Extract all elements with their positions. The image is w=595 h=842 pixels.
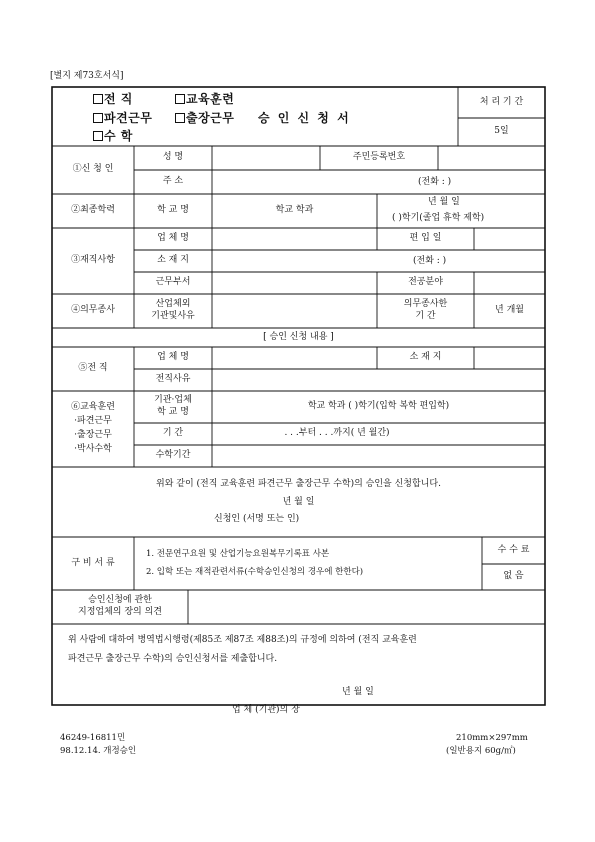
application-date: 년 월 일 [282,497,315,508]
form-number: [별지 제73호서식] [50,71,124,81]
education-section-label: ②최종학력 [71,205,115,216]
option-education[interactable]: 교육훈련 [175,93,234,105]
fee-value: 없 음 [503,571,524,582]
footer-approval: 98.12.14. 개정승인 [60,746,137,756]
company-phone: (전화 : ) [413,256,447,266]
school-value[interactable]: 학교 학과 [275,205,314,216]
employment-section-label: ③재직사항 [71,255,115,266]
checkbox-icon [175,94,185,104]
transfer-location-field[interactable] [475,348,544,368]
school-label: 학 교 명 [157,205,189,216]
enrollment-date-field[interactable] [475,229,544,249]
education-semester: ( )학기(졸업 휴학 제학) [392,213,485,223]
resident-id-field[interactable] [439,147,544,169]
form-title: 승 인 신 청 서 [258,111,351,125]
name-field[interactable] [213,147,319,169]
study-period-field[interactable] [213,446,544,466]
training-org-value[interactable]: 학교 학과 ( )학기(입학 복학 편입학) [307,401,450,412]
application-statement: 위와 같이 (전직 교육훈련 파견근무 출장근무 수학)의 승인을 신청합니다. [156,479,441,490]
document-item-1: 1. 전문연구요원 및 산업기능요원복무기록표 사본 [146,549,330,559]
documents-label: 구 비 서 류 [71,557,115,568]
company-location-field[interactable] [213,251,413,271]
major-field-label: 전공분야 [408,277,443,288]
opinion-label: 승인신청에 관한 지정업체의 장의 의견 [78,595,162,617]
outside-org-label: 산업체외 기관및사유 [151,299,195,321]
transfer-company-label: 업 체 명 [157,352,189,363]
fee-label: 수 수 료 [497,544,530,555]
checkbox-icon [93,131,103,141]
transfer-company-field[interactable] [213,348,376,368]
processing-period-label: 처 리 기 간 [479,96,524,107]
enrollment-date-label: 편 입 일 [409,233,442,244]
major-field-input[interactable] [475,273,544,293]
option-jeonjik[interactable]: 전 직 [93,93,133,105]
organization-head-signature[interactable]: 업 체 (기관)의 장 [232,705,300,715]
submission-line-2: 파견근무 출장근무 수학)의 승인신청서를 제출합니다. [68,654,278,664]
checkbox-icon [93,94,103,104]
submission-date: 년 월 일 [342,687,374,697]
applicant-signature[interactable]: 신청인 (서명 또는 인) [214,514,300,524]
name-label: 성 명 [162,152,184,163]
education-date: 년 월 일 [428,197,460,207]
transfer-section-label: ⑤전 직 [78,363,108,374]
transfer-location-label: 소 재 지 [409,352,442,363]
applicant-phone: (전화 : ) [418,177,452,187]
department-field[interactable] [213,273,376,293]
company-name-field[interactable] [213,229,376,249]
company-name-label: 업 체 명 [157,233,189,244]
footer-form-code: 46249-16811민 [60,733,126,743]
transfer-reason-field[interactable] [213,370,544,390]
study-period-label: 수학기간 [155,450,191,461]
training-section-label: ⑥교육훈련 ·파견근무 ·출장근무 ·박사수학 [71,402,115,454]
resident-id-label: 주민등록번호 [352,152,406,163]
option-dispatch[interactable]: 파견근무 [93,112,152,124]
option-study[interactable]: 수 학 [93,130,133,142]
checkbox-icon [93,113,103,123]
footer-paper-size: 210mm×297mm [456,733,528,743]
processing-period-value: 5일 [494,126,509,137]
footer-paper-type: (일반용지 60g/㎡) [446,746,516,756]
applicant-section-label: ①신 청 인 [72,164,114,175]
outside-org-field[interactable] [213,295,376,327]
option-trip[interactable]: 출장근무 [175,112,234,124]
address-field[interactable] [213,171,413,193]
department-label: 근무부서 [155,277,191,288]
document-item-2: 2. 입학 또는 재적관련서류(수학승인신청의 경우에 한한다) [146,567,364,577]
opinion-field[interactable] [189,591,544,623]
transfer-reason-label: 전직사유 [155,374,191,385]
duty-period-value[interactable]: 년 개월 [495,305,524,316]
company-location-label: 소 재 지 [157,255,189,266]
request-content-header: [ 승인 신청 내용 ] [263,331,334,342]
duty-period-label: 의무종사한 기 간 [403,299,448,321]
duty-section-label: ④의무종사 [71,305,115,316]
address-label: 주 소 [162,176,184,187]
training-period-label: 기 간 [162,428,184,439]
training-org-label: 기관·업체 학 교 명 [154,395,192,417]
training-period-value[interactable]: . . .부터 . . .까지( 년 월간) [284,428,390,439]
submission-line-1: 위 사람에 대하여 병역법시행령(제85조 제87조 제88조)의 규정에 의하여 (전직 교육훈련 [68,635,417,645]
checkbox-icon [175,113,185,123]
